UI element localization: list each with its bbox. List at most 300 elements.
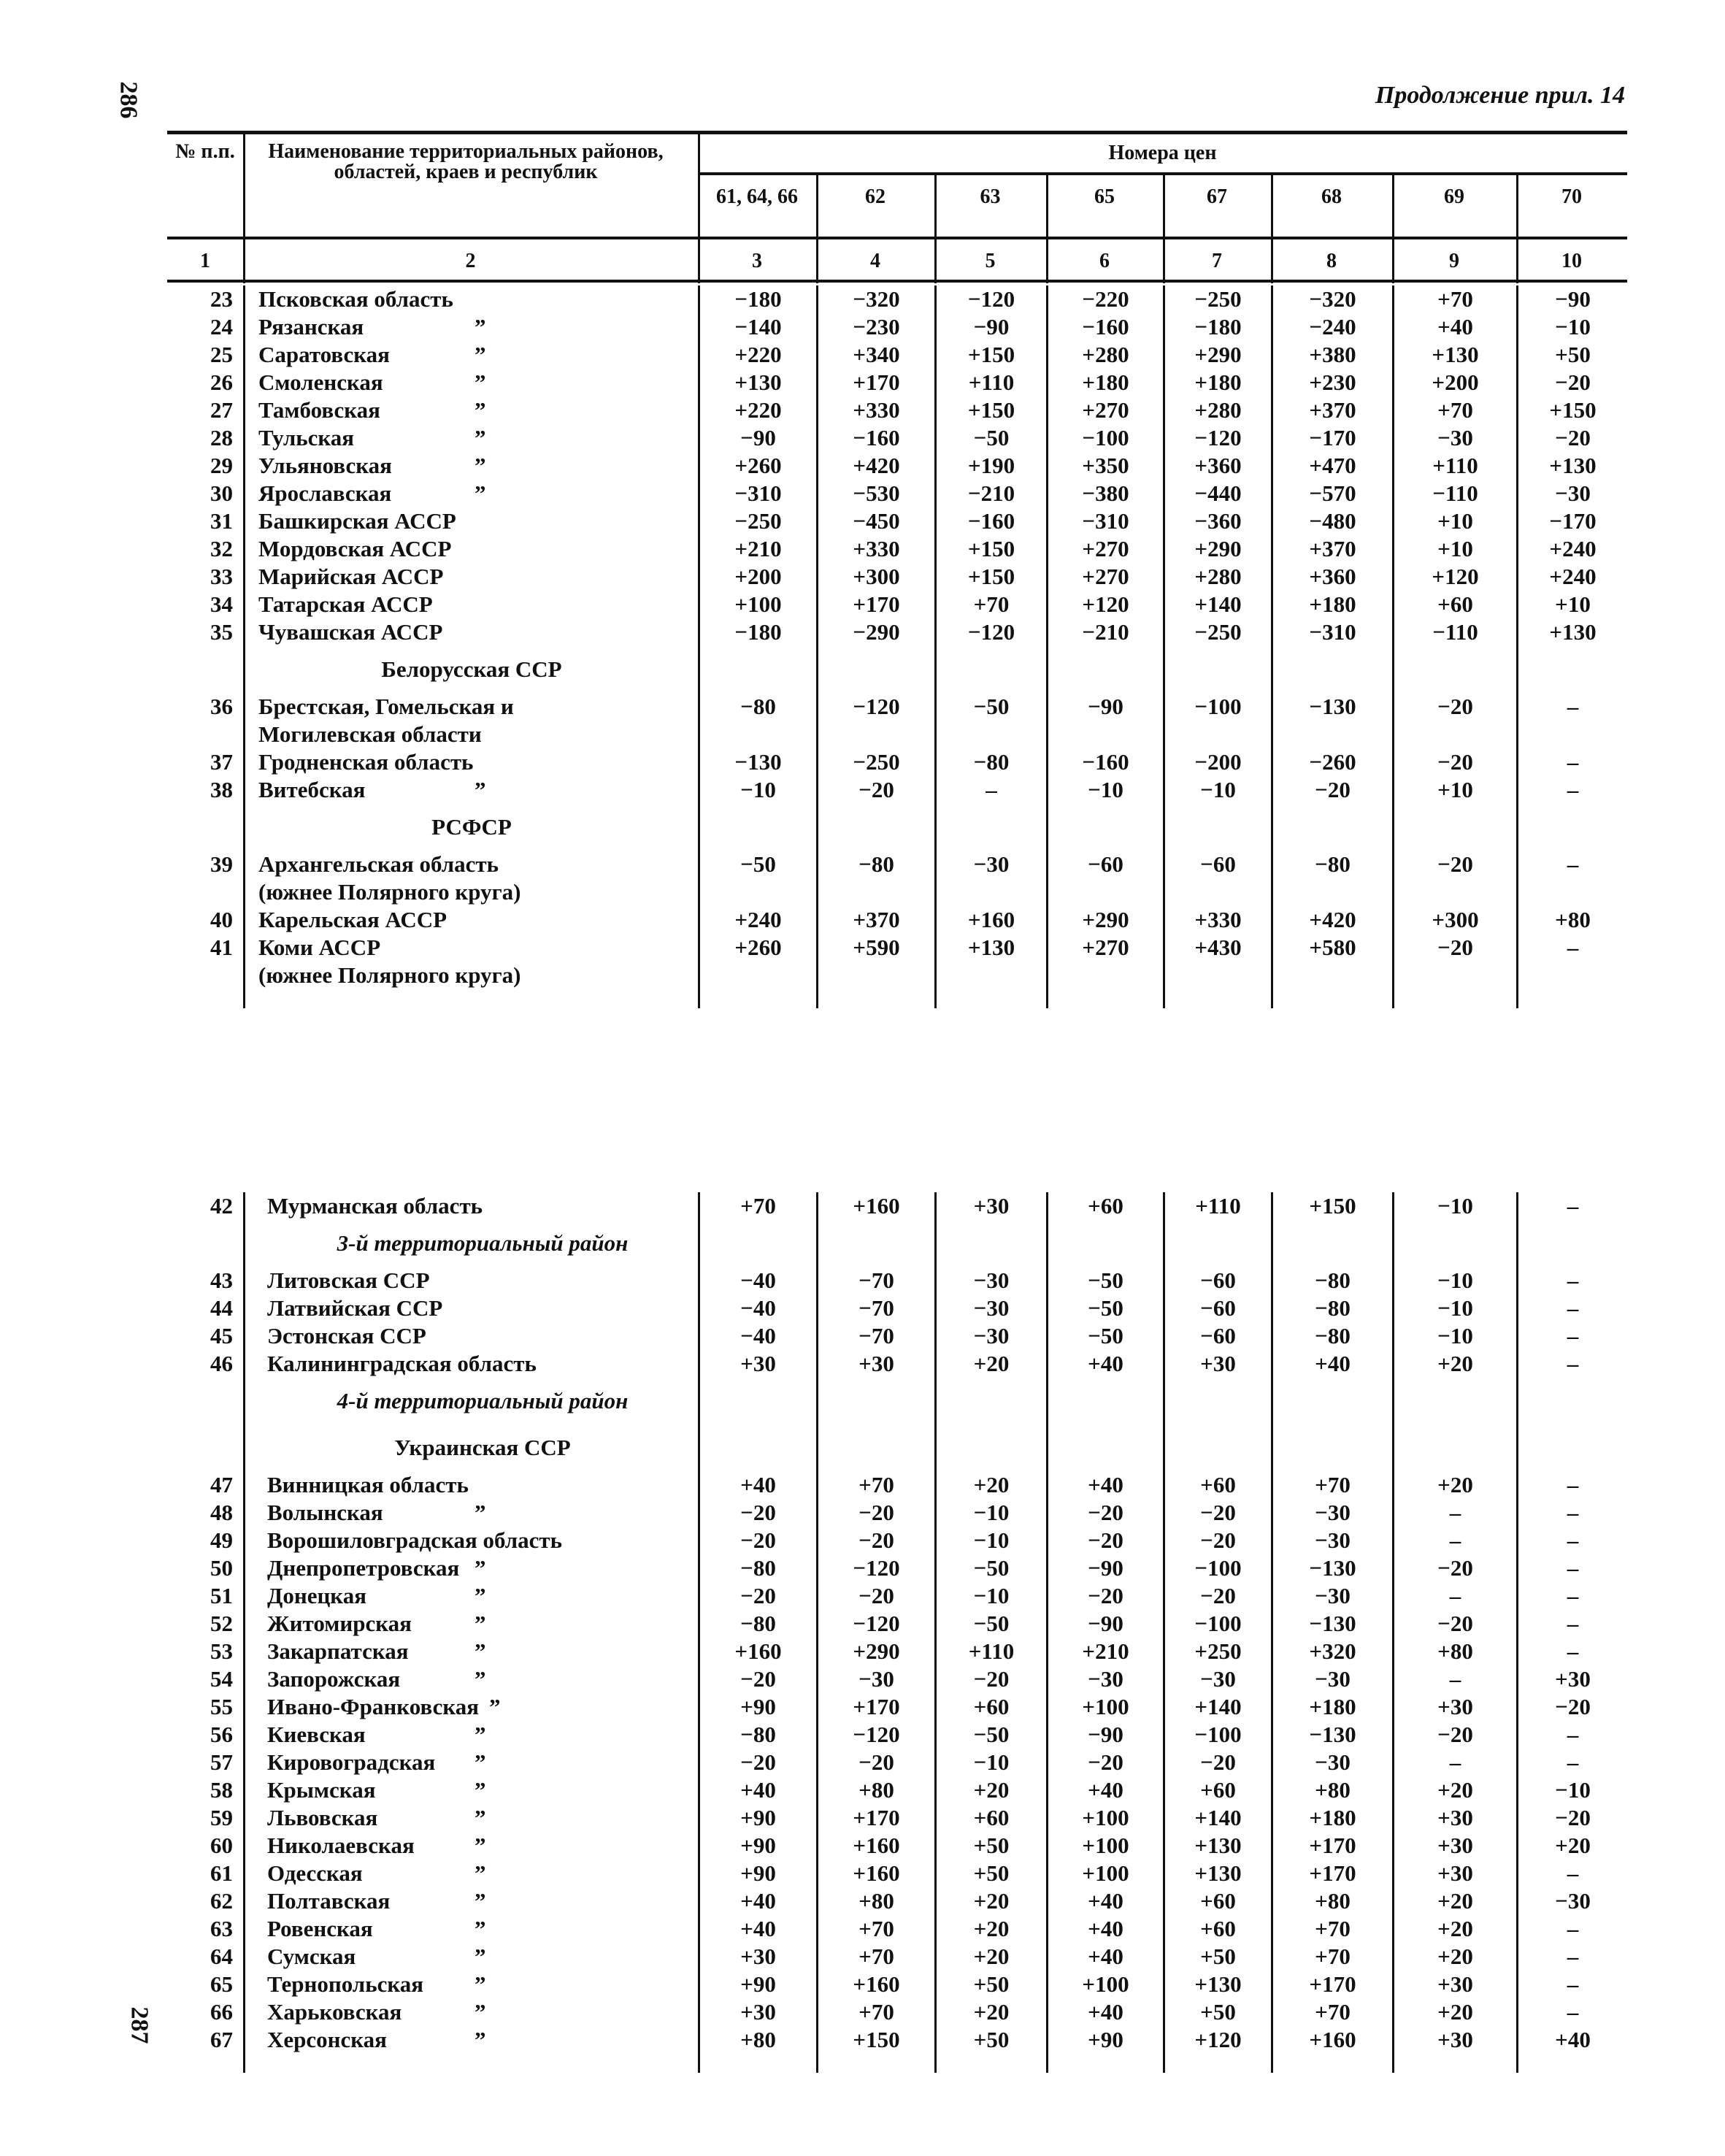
region-name — [243, 1665, 698, 1693]
region-name-text: Рязанская — [258, 314, 364, 339]
price-value: +160 — [816, 1832, 934, 1860]
ditto-mark: ” — [475, 342, 486, 367]
price-value: +40 — [1392, 313, 1516, 341]
table-row — [167, 1971, 1627, 1998]
region-name — [243, 1943, 698, 1971]
region-name — [243, 535, 698, 563]
price-value: −70 — [816, 1267, 934, 1294]
price-value: +420 — [816, 452, 934, 480]
price-value: +10 — [1516, 591, 1627, 618]
ditto-mark: ” — [475, 1722, 486, 1747]
row-number: 67 — [210, 2027, 233, 2052]
region-name — [243, 507, 698, 535]
price-value: −20 — [1271, 776, 1392, 804]
region-name-text: Калининградская область — [267, 1351, 537, 1376]
price-value: +330 — [816, 535, 934, 563]
price-value: −20 — [1392, 1610, 1516, 1638]
price-value: −20 — [816, 1582, 934, 1610]
empty-cell — [1046, 1378, 1163, 1424]
table-row — [167, 1294, 1627, 1322]
price-value: −50 — [1046, 1322, 1163, 1350]
price-value: +280 — [1046, 341, 1163, 369]
price-value: +320 — [1271, 1638, 1392, 1665]
price-value: −30 — [1271, 1582, 1392, 1610]
price-value: – — [1516, 1943, 1627, 1971]
price-value: +110 — [1163, 1192, 1271, 1220]
price-value: −60 — [1163, 1294, 1271, 1322]
row-number: 64 — [210, 1944, 233, 1969]
price-value: +180 — [1271, 1693, 1392, 1721]
region-name — [243, 1527, 698, 1554]
row-number: 34 — [210, 591, 233, 617]
price-value: +20 — [1516, 1832, 1627, 1860]
header-name: Наименование территориальных районов, областей, краев и республик — [268, 140, 664, 183]
price-value: +30 — [1392, 1693, 1516, 1721]
price-value: +90 — [1046, 2026, 1163, 2054]
price-value: – — [1516, 1554, 1627, 1582]
region-name — [243, 1471, 698, 1499]
price-value: +30 — [1392, 1804, 1516, 1832]
table-row — [167, 1721, 1627, 1749]
region-name — [243, 1749, 698, 1776]
table-row — [167, 748, 1627, 776]
price-value: +170 — [1271, 1860, 1392, 1887]
price-value: −20 — [1392, 934, 1516, 962]
row-number: 53 — [210, 1638, 233, 1664]
empty-cell — [934, 989, 1046, 1008]
column-index: 7 — [1212, 250, 1222, 272]
region-name-text: Татарская АССР — [258, 591, 433, 617]
price-value: −210 — [934, 480, 1046, 507]
price-value: +70 — [816, 1471, 934, 1499]
empty-cell — [1516, 804, 1627, 851]
price-value: +30 — [698, 1998, 816, 2026]
price-value: −20 — [1046, 1527, 1163, 1554]
price-value: +30 — [934, 1192, 1046, 1220]
column-divider — [934, 239, 937, 283]
price-value: −10 — [1392, 1267, 1516, 1294]
price-value: +20 — [934, 1350, 1046, 1378]
empty-cell — [1046, 1220, 1163, 1267]
page-number-left: 286 — [115, 81, 142, 119]
price-value: +40 — [698, 1915, 816, 1943]
ditto-mark: ” — [475, 1916, 486, 1941]
region-name-text: Архангельская область — [258, 851, 499, 877]
price-value: +20 — [934, 1943, 1046, 1971]
section-heading-row — [167, 804, 1627, 851]
price-value: −30 — [1271, 1665, 1392, 1693]
price-value: +470 — [1271, 452, 1392, 480]
price-value: +230 — [1271, 369, 1392, 396]
price-value: −90 — [1516, 285, 1627, 313]
price-value: +170 — [816, 1693, 934, 1721]
table-row — [167, 1693, 1627, 1721]
row-number: 65 — [210, 1971, 233, 1997]
price-value: −20 — [1516, 1693, 1627, 1721]
row-number: 35 — [210, 619, 233, 645]
price-value: −130 — [1271, 1554, 1392, 1582]
price-value: −100 — [1046, 424, 1163, 452]
price-value: −30 — [1271, 1749, 1392, 1776]
region-name-text: Тамбовская — [258, 397, 380, 423]
region-name-text: Псковская область — [258, 286, 453, 312]
region-name — [243, 424, 698, 452]
price-value: −130 — [1271, 1721, 1392, 1749]
price-value: +50 — [934, 1971, 1046, 1998]
price-value: +40 — [698, 1776, 816, 1804]
empty-cell — [698, 989, 816, 1008]
empty-cell — [1271, 646, 1392, 693]
row-number: 39 — [210, 851, 233, 877]
price-value: +40 — [698, 1887, 816, 1915]
page-number-right: 287 — [126, 2006, 153, 2044]
header-divider — [243, 134, 245, 283]
row-number: 38 — [210, 777, 233, 802]
row-number: 26 — [210, 369, 233, 395]
region-name — [243, 1887, 698, 1915]
row-number: 56 — [210, 1722, 233, 1747]
empty-cell — [1516, 1378, 1627, 1424]
price-value: +70 — [816, 1915, 934, 1943]
region-name — [243, 452, 698, 480]
empty-cell — [816, 2054, 934, 2073]
price-value: −20 — [1046, 1749, 1163, 1776]
price-value: +360 — [1163, 452, 1271, 480]
empty-cell — [934, 721, 1046, 748]
price-value: −120 — [1163, 424, 1271, 452]
price-value: −20 — [1046, 1499, 1163, 1527]
price-value: +140 — [1163, 1804, 1271, 1832]
price-value: +40 — [1046, 1915, 1163, 1943]
region-name-text: Ворошиловградская область — [267, 1527, 562, 1553]
price-value: −50 — [934, 1554, 1046, 1582]
price-value: −10 — [934, 1749, 1046, 1776]
region-name — [243, 369, 698, 396]
price-value: +70 — [698, 1192, 816, 1220]
price-value: −530 — [816, 480, 934, 507]
price-value: −30 — [1271, 1499, 1392, 1527]
price-value: −260 — [1271, 748, 1392, 776]
price-value: +100 — [1046, 1971, 1163, 1998]
price-value: +10 — [1392, 776, 1516, 804]
price-column-header: 67 — [1207, 185, 1227, 208]
price-value: −80 — [1271, 851, 1392, 878]
price-value: −120 — [934, 285, 1046, 313]
section-heading: 4-й территориальный район — [243, 1378, 698, 1424]
price-value: −90 — [1046, 1554, 1163, 1582]
table-body-part-2 — [167, 1192, 1627, 2073]
column-index: 6 — [1099, 250, 1110, 272]
empty-cell — [1046, 646, 1163, 693]
table-row — [167, 1776, 1627, 1804]
table-row — [167, 1749, 1627, 1776]
price-value: −20 — [816, 1499, 934, 1527]
region-name — [243, 934, 698, 962]
row-number: 54 — [210, 1666, 233, 1692]
region-name — [243, 1610, 698, 1638]
price-value: +70 — [934, 591, 1046, 618]
price-value: −20 — [1392, 693, 1516, 721]
price-value: +120 — [1163, 2026, 1271, 2054]
price-value: +220 — [698, 341, 816, 369]
table-row — [167, 618, 1627, 646]
price-value: +30 — [1516, 1665, 1627, 1693]
ditto-mark: ” — [475, 369, 486, 395]
price-value: −30 — [816, 1665, 934, 1693]
price-value: −310 — [1046, 507, 1163, 535]
column-index: 3 — [752, 250, 762, 272]
region-name — [243, 1721, 698, 1749]
region-name — [243, 1192, 698, 1220]
price-value: −80 — [934, 748, 1046, 776]
price-value: +70 — [1392, 285, 1516, 313]
price-value: +380 — [1271, 341, 1392, 369]
price-value: +40 — [1271, 1350, 1392, 1378]
table-row-continuation — [167, 962, 1627, 989]
price-value: +60 — [1163, 1776, 1271, 1804]
region-name-text: Запорожская — [267, 1666, 401, 1692]
empty-cell — [816, 1220, 934, 1267]
table-row — [167, 563, 1627, 591]
price-value: +90 — [698, 1971, 816, 1998]
region-name — [243, 1322, 698, 1350]
price-value: +90 — [698, 1832, 816, 1860]
ditto-mark: ” — [475, 1944, 486, 1969]
price-value: +30 — [1163, 1350, 1271, 1378]
price-value: −450 — [816, 507, 934, 535]
ditto-mark: ” — [475, 1500, 486, 1525]
row-number: 25 — [210, 342, 233, 367]
row-number: 23 — [210, 286, 233, 312]
price-value: +370 — [816, 906, 934, 934]
price-value: +120 — [1046, 591, 1163, 618]
table-row — [167, 934, 1627, 962]
price-value: +110 — [934, 1638, 1046, 1665]
price-value: +40 — [1046, 1471, 1163, 1499]
table-row — [167, 693, 1627, 721]
table-row — [167, 1915, 1627, 1943]
price-value: +130 — [698, 369, 816, 396]
row-number: 27 — [210, 397, 233, 423]
price-value: +150 — [934, 396, 1046, 424]
region-name-text: Житомирская — [267, 1611, 412, 1636]
price-value: −80 — [698, 1721, 816, 1749]
price-value: −100 — [1163, 693, 1271, 721]
price-column-header: 61, 64, 66 — [716, 185, 798, 208]
header-subrule — [698, 172, 1627, 175]
price-value: – — [1516, 1860, 1627, 1887]
header-prices-group: Номера цен — [1108, 142, 1217, 164]
price-value: +130 — [1516, 618, 1627, 646]
price-value: −50 — [934, 424, 1046, 452]
row-number: 63 — [210, 1916, 233, 1941]
price-value: +260 — [698, 452, 816, 480]
price-value: – — [1516, 1971, 1627, 1998]
row-number: 44 — [210, 1295, 233, 1321]
price-value: −20 — [698, 1499, 816, 1527]
price-value: −180 — [698, 285, 816, 313]
ditto-mark: ” — [475, 1971, 486, 1997]
empty-cell — [1392, 721, 1516, 748]
empty-cell — [1516, 878, 1627, 906]
price-column-header: 68 — [1321, 185, 1342, 208]
price-value: +80 — [816, 1887, 934, 1915]
price-value: −20 — [1163, 1499, 1271, 1527]
price-value: +150 — [934, 341, 1046, 369]
region-name-text: Винницкая область — [267, 1472, 469, 1497]
empty-cell — [934, 804, 1046, 851]
price-value: +240 — [1516, 535, 1627, 563]
price-value: −320 — [816, 285, 934, 313]
price-value: −30 — [1516, 1887, 1627, 1915]
price-value: +160 — [934, 906, 1046, 934]
region-name-text: Львовская — [267, 1805, 378, 1830]
price-value: +150 — [1271, 1192, 1392, 1220]
table-row-continuation — [167, 721, 1627, 748]
empty-cell — [816, 878, 934, 906]
price-value: +370 — [1271, 535, 1392, 563]
table-row — [167, 1804, 1627, 1832]
price-value: +90 — [698, 1860, 816, 1887]
price-value: −70 — [816, 1294, 934, 1322]
region-name-text: Крымская — [267, 1777, 376, 1803]
spacer-row — [167, 2054, 1627, 2073]
region-name — [243, 1693, 698, 1721]
row-number: 41 — [210, 935, 233, 960]
price-value: +590 — [816, 934, 934, 962]
price-value: −20 — [1046, 1582, 1163, 1610]
price-value: +110 — [1392, 452, 1516, 480]
region-name — [243, 748, 698, 776]
region-name — [243, 851, 698, 878]
ditto-mark: ” — [475, 777, 486, 802]
row-number: 61 — [210, 1860, 233, 1886]
price-value: +50 — [934, 2026, 1046, 2054]
price-value: +60 — [1163, 1915, 1271, 1943]
price-value: +330 — [1163, 906, 1271, 934]
price-value: −440 — [1163, 480, 1271, 507]
row-number: 49 — [210, 1527, 233, 1553]
price-value: −90 — [1046, 1721, 1163, 1749]
price-value: −50 — [934, 693, 1046, 721]
empty-cell — [816, 1424, 934, 1471]
price-value: −20 — [698, 1665, 816, 1693]
region-name — [243, 693, 698, 721]
price-value: −250 — [698, 507, 816, 535]
column-index: 5 — [985, 250, 996, 272]
price-value: +350 — [1046, 452, 1163, 480]
table-row — [167, 776, 1627, 804]
table-row — [167, 1943, 1627, 1971]
price-value: +170 — [1271, 1832, 1392, 1860]
price-value: +160 — [1271, 2026, 1392, 2054]
price-value: −20 — [1516, 424, 1627, 452]
row-number: 55 — [210, 1694, 233, 1719]
row-number: 51 — [210, 1583, 233, 1608]
empty-cell — [1392, 1378, 1516, 1424]
row-number: 37 — [210, 749, 233, 775]
price-value: −120 — [816, 693, 934, 721]
price-value: −20 — [816, 1749, 934, 1776]
region-name-text: Волынская — [267, 1500, 383, 1525]
ditto-mark: ” — [475, 1666, 486, 1692]
empty-cell — [1392, 1220, 1516, 1267]
ditto-mark: ” — [475, 1999, 486, 2025]
empty-cell — [1271, 721, 1392, 748]
price-value: +170 — [1271, 1971, 1392, 1998]
empty-cell — [1516, 1220, 1627, 1267]
price-value: +280 — [1163, 396, 1271, 424]
row-number: 31 — [210, 508, 233, 534]
price-value: +60 — [1163, 1471, 1271, 1499]
empty-cell — [816, 962, 934, 989]
empty-cell — [1046, 989, 1163, 1008]
price-value: +20 — [1392, 1776, 1516, 1804]
table-row — [167, 369, 1627, 396]
price-value: −100 — [1163, 1610, 1271, 1638]
price-value: +30 — [698, 1350, 816, 1378]
price-value: −110 — [1392, 480, 1516, 507]
price-value: +220 — [698, 396, 816, 424]
table-row — [167, 1350, 1627, 1378]
region-name-text: Смоленская — [258, 369, 383, 395]
price-value: +140 — [1163, 591, 1271, 618]
price-value: +160 — [816, 1860, 934, 1887]
price-value: −10 — [934, 1499, 1046, 1527]
price-value: −30 — [934, 1294, 1046, 1322]
empty-cell — [698, 721, 816, 748]
price-value: −160 — [1046, 748, 1163, 776]
table-row — [167, 1860, 1627, 1887]
price-value: −30 — [1046, 1665, 1163, 1693]
price-value: +240 — [698, 906, 816, 934]
table-row-continuation — [167, 878, 1627, 906]
price-value: +50 — [934, 1832, 1046, 1860]
price-value: +40 — [698, 1471, 816, 1499]
region-name-text: Ярославская — [258, 480, 392, 506]
price-value: −80 — [1271, 1322, 1392, 1350]
price-value: −50 — [698, 851, 816, 878]
price-value: +120 — [1392, 563, 1516, 591]
price-value: +40 — [1046, 1943, 1163, 1971]
price-value: +240 — [1516, 563, 1627, 591]
empty-cell — [1163, 1424, 1271, 1471]
section-heading: Белорусская ССР — [243, 646, 698, 693]
empty-cell — [816, 721, 934, 748]
price-value: +100 — [1046, 1832, 1163, 1860]
empty-cell — [934, 878, 1046, 906]
price-value: −20 — [1163, 1749, 1271, 1776]
empty-cell — [1392, 1424, 1516, 1471]
table-row — [167, 341, 1627, 369]
price-value: −180 — [698, 618, 816, 646]
empty-cell — [698, 646, 816, 693]
price-value: −10 — [1392, 1322, 1516, 1350]
price-value: −80 — [1271, 1294, 1392, 1322]
price-value: −120 — [934, 618, 1046, 646]
region-name-text: Одесская — [267, 1860, 363, 1886]
price-value: +200 — [1392, 369, 1516, 396]
price-value: +150 — [1516, 396, 1627, 424]
empty-cell — [1163, 804, 1271, 851]
empty-cell — [816, 1378, 934, 1424]
price-value: −10 — [934, 1527, 1046, 1554]
price-value: +260 — [698, 934, 816, 962]
price-value: +20 — [1392, 1998, 1516, 2026]
price-value: +80 — [1271, 1887, 1392, 1915]
table-row — [167, 285, 1627, 313]
ditto-mark: ” — [475, 1638, 486, 1664]
